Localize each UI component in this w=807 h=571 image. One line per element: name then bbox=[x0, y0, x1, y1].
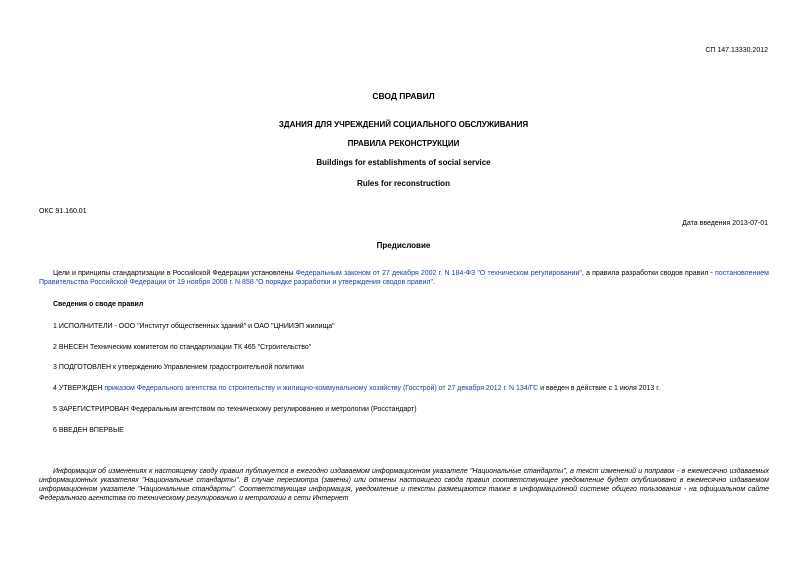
intro-paragraph bbox=[39, 270, 769, 288]
info-heading: Сведения о своде правил bbox=[53, 301, 144, 308]
federal-law-link[interactable]: Федеральным законом от 27 декабря 2002 г. N 184-ФЗ "О техническом регулировании" bbox=[295, 270, 582, 277]
list-item-1: 1 ИСПОЛНИТЕЛИ - ООО "Институт общественных зданий" и ОАО "ЦНИИЭП жилища" bbox=[53, 323, 335, 330]
gosstroy-order-link[interactable]: приказом Федерального агентства по строительству и жилищно-коммунальному хозяйству (Госстрой) от 27 декабря 2012 г. N 134/ГС bbox=[104, 385, 539, 392]
list-item-5: 5 ЗАРЕГИСТРИРОВАН Федеральным агентством по техническому регулированию и метрологии (Росстандарт) bbox=[53, 406, 417, 413]
title-main: ЗДАНИЯ ДЛЯ УЧРЕЖДЕНИЙ СОЦИАЛЬНОГО ОБСЛУЖИВАНИЯ bbox=[278, 120, 529, 129]
document-code: СП 147.13330.2012 bbox=[705, 47, 768, 54]
title-sub: ПРАВИЛА РЕКОНСТРУКЦИИ bbox=[347, 139, 460, 148]
list-item-6: 6 ВВЕДЕН ВПЕРВЫЕ bbox=[53, 427, 124, 434]
intro-text-1: Цели и принципы стандартизации в Российской Федерации установлены bbox=[53, 270, 296, 277]
list-item-4 bbox=[53, 385, 660, 394]
preface-heading: Предисловие bbox=[376, 241, 431, 250]
government-decree-link[interactable]: постановлением Правительства Российской Федерации от 19 ноября 2008 г. N 858 "О порядке разработки и утверждения сводов правил" bbox=[39, 270, 769, 286]
title-english-main: Buildings for establishments of social service bbox=[316, 158, 491, 167]
changes-notice-paragraph: Информация об изменениях к настоящему своду правил публикуется в ежегодно издаваемом информационном указателе "Национальные стандарты", а текст изменений и поправок - в ежемесячно издаваемых информационных указателях "Национальные стандарты". В случае пересмотра (замены) или отмены настоящего свода правил соответствующее уведомление будет опубликовано в ежемесячно издаваемом информационном указателе "Национальные стандарты". Соответствующая информация, уведомление и тексты размещаются также в информационной системе общего пользования - на официальном сайте Федерального агентства по техническому регулированию и метрологии в сети Интернет bbox=[39, 468, 769, 503]
list-item-3: 3 ПОДГОТОВЛЕН к утверждению Управлением градостроительной политики bbox=[53, 364, 304, 371]
title-english-sub: Rules for reconstruction bbox=[357, 179, 450, 188]
title-svod-pravil: СВОД ПРАВИЛ bbox=[372, 91, 435, 101]
intro-text-2: , а правила разработки сводов правил - bbox=[581, 270, 716, 277]
item-4-prefix: 4 УТВЕРЖДЕН bbox=[53, 385, 105, 392]
intro-text-3: . bbox=[432, 278, 435, 286]
list-item-2: 2 ВНЕСЕН Техническим комитетом по стандартизации ТК 465 "Строительство" bbox=[53, 344, 312, 351]
effective-date: Дата введения 2013-07-01 bbox=[682, 220, 768, 227]
oks-code: ОКС 91.160.01 bbox=[39, 208, 87, 215]
item-4-suffix: и введен в действие с 1 июля 2013 г. bbox=[538, 385, 660, 392]
